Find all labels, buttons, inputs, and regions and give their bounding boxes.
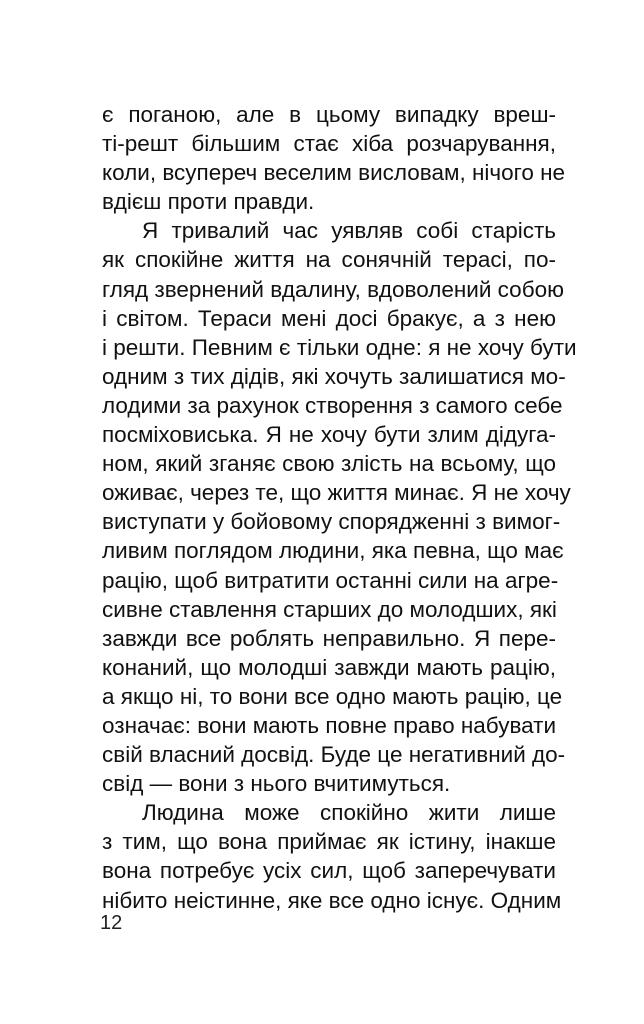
text-line: конаний, що молодші завжди мають рацію, bbox=[102, 654, 556, 680]
text-line: одним з тих дідів, які хочуть залишатися мо- bbox=[102, 363, 566, 389]
text-line: нібито неістинне, яке все одно існує. Одним bbox=[102, 887, 562, 913]
text-line: оживає, через те, що життя минає. Я не хочу bbox=[102, 480, 571, 506]
text-line: лодими за рахунок створення з самого себе bbox=[102, 392, 563, 418]
text-line: а якщо ні, то вони все одно мають рацію, це bbox=[102, 683, 563, 709]
text-line: як спокійне життя на сонячній терасі, по- bbox=[102, 247, 556, 273]
text-line: ном, який зганяє свою злість на всьому, що bbox=[102, 451, 556, 477]
text-line: виступати у бойовому спорядженні з вимог- bbox=[102, 509, 561, 535]
text-line: сивне ставлення старших до молодших, які bbox=[102, 596, 557, 622]
text-line: і світом. Тераси мені досі бракує, а з нею bbox=[102, 305, 556, 331]
page-number: 12 bbox=[100, 912, 123, 934]
text-line: ті-решт більшим стає хіба розчарування, bbox=[102, 131, 556, 157]
text-line: коли, всупереч веселим висловам, нічого не bbox=[102, 160, 566, 186]
text-line: Людина може спокійно жити лише bbox=[142, 800, 556, 826]
text-line: свій власний досвід. Буде це негативний до- bbox=[102, 742, 566, 768]
text-line: посміховиська. Я не хочу бути злим дідуга- bbox=[102, 422, 556, 448]
text-line: рацію, щоб витратити останні сили на агре- bbox=[102, 567, 559, 593]
text-line: і решти. Певним є тільки одне: я не хочу бути bbox=[102, 334, 577, 360]
body-text bbox=[102, 100, 577, 915]
text-line: ливим поглядом людини, яка певна, що має bbox=[102, 538, 564, 564]
text-line: означає: вони мають повне право набувати bbox=[102, 712, 557, 738]
text-line: вдієш проти правди. bbox=[102, 189, 315, 215]
text-line: є поганою, але в цьому випадку вреш- bbox=[102, 102, 556, 127]
text-line: Я тривалий час уявляв собі старість bbox=[142, 218, 556, 244]
text-line: з тим, що вона приймає як істину, інакше bbox=[102, 829, 556, 855]
text-line: свід — вони з нього вчитимуться. bbox=[102, 771, 451, 797]
text-line: вона потребує усіх сил, щоб заперечувати bbox=[102, 858, 556, 884]
text-line: завжди все роблять неправильно. Я пере- bbox=[102, 625, 556, 651]
text-line: гляд звернений вдалину, вдоволений собою bbox=[102, 276, 564, 302]
